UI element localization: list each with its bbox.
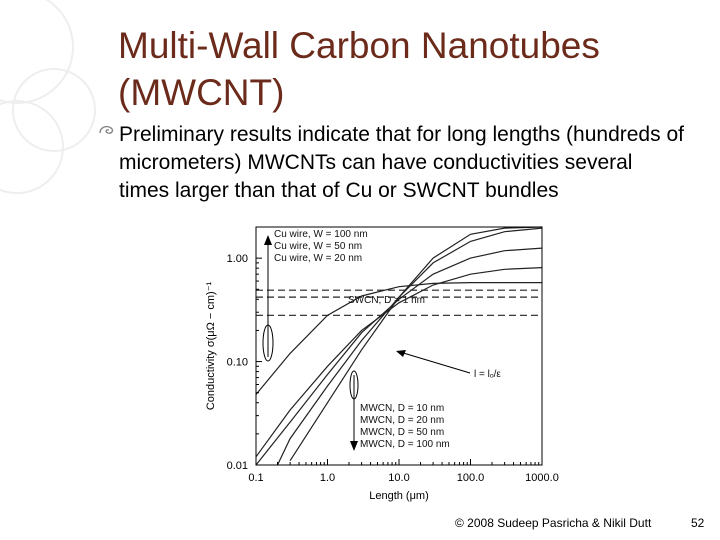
crossing-pointer-line xyxy=(400,352,470,373)
annotation-label: l = lₒ/ε xyxy=(474,369,501,380)
cu-arrow-head xyxy=(264,235,272,245)
x-tick-label: 1000.0 xyxy=(525,472,559,484)
annotation-label: MWCN, D = 10 nm xyxy=(360,403,445,414)
y-tick-label: 0.10 xyxy=(226,356,248,369)
annotation-label: Cu wire, W = 20 nm xyxy=(274,253,363,264)
annotation-label: MWCN, D = 100 nm xyxy=(360,439,450,450)
x-tick-label: 0.1 xyxy=(248,472,264,484)
bullet-text: Preliminary results indicate that for long lengths (hundreds of micrometers) MWCNTs can have conductivities several times larger than that of Cu or SWCNT bundles xyxy=(119,123,684,202)
conductivity-chart xyxy=(198,215,570,505)
mwcn-arrow-head xyxy=(350,441,358,451)
crossing-pointer-head xyxy=(396,350,406,357)
y-tick-label: 0.01 xyxy=(226,460,248,472)
annotation-label: MWCN, D = 50 nm xyxy=(360,427,445,438)
page-number: 52 xyxy=(691,516,705,530)
annotation-label: Cu wire, W = 100 nm xyxy=(274,229,368,240)
x-tick-label: 1.0 xyxy=(319,472,336,484)
x-axis-label: Length (μm) xyxy=(369,490,429,502)
annotation-label: SWCN, D = 1 nm xyxy=(348,295,425,306)
annotation-label: Cu wire, W = 50 nm xyxy=(274,241,363,252)
y-axis-label: Conductivity σ(μΩ − cm)⁻¹ xyxy=(205,281,217,411)
y-tick-label: 1.00 xyxy=(226,253,248,266)
swirl-bullet-icon xyxy=(97,121,117,141)
annotation-label: MWCN, D = 20 nm xyxy=(360,415,445,426)
x-tick-label: 100.0 xyxy=(456,472,485,484)
slide-title: Multi-Wall Carbon Nanotubes (MWCNT) xyxy=(118,25,600,113)
footer-copyright: © 2008 Sudeep Pasricha & Nikil Dutt xyxy=(455,516,652,530)
x-tick-label: 10.0 xyxy=(388,472,410,484)
